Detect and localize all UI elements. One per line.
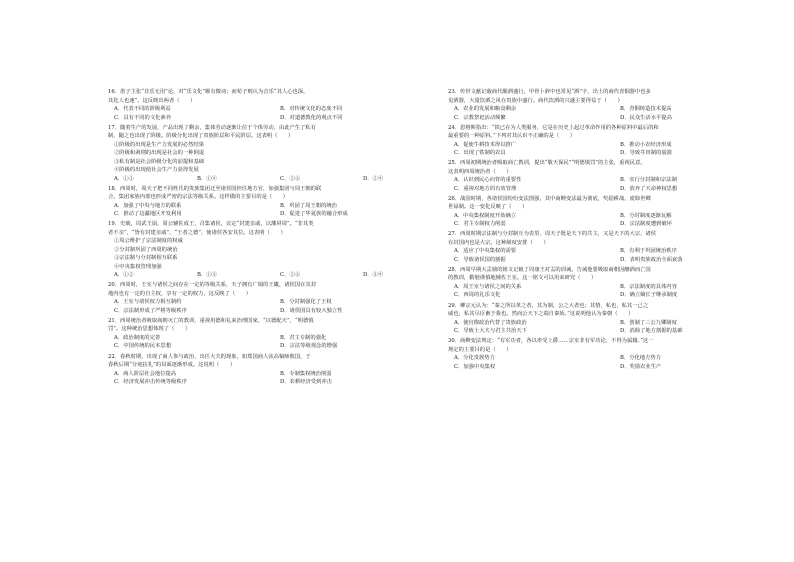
question-stem: 20．西周时，王室与诸侯之间存在一定的等级关系，天子拥有广阔的王畿，诸侯国在其封 (108, 282, 317, 289)
answer-option: B．创制了三公九卿制度 (620, 319, 677, 326)
answer-option: B．分封制度逐渐瓦解 (620, 212, 672, 219)
answer-option: A．认识到民心向背的重要性 (454, 177, 522, 184)
question-stem: 者不亲”，“皆有封建亲戚”，“王者之德”，使诸侯各安其位。这表明（ ） (108, 229, 286, 236)
answer-option: B．推动小农经济形成 (620, 141, 672, 148)
answer-options (448, 319, 780, 336)
answer-option: B．青铜铸造技术提高 (620, 106, 672, 112)
answer-option: A．农业的发展和粮食剩余 (454, 106, 517, 112)
answer-option: D．宗法制度遭到破坏 (620, 221, 672, 228)
answer-option: A．①③ (114, 175, 134, 182)
answer-option: B．巩固了周王朝的统治 (280, 202, 337, 209)
question-stem: 的教训，勤勉谨慎地辅佐王室。这一铭文可以用来研究（ ） (448, 275, 597, 282)
answer-options (448, 354, 780, 371)
question-item (108, 88, 440, 122)
answer-option: A．使官僚政治代替了贵族政治 (454, 319, 527, 326)
answer-option: C．②③ (280, 272, 300, 279)
answer-option: B．专制集权统治削弱 (280, 370, 332, 377)
answer-option: A．①② (114, 272, 134, 279)
answer-options (448, 212, 780, 229)
answer-option: C．具有不同的文化素养 (114, 114, 172, 121)
question-item (108, 353, 440, 387)
question-stem: 17．随着生产的发展，产品出现了剩余，集体劳动逐渐让位于个体劳动，由此产生了私有 (108, 124, 317, 131)
question-item (448, 88, 780, 122)
answer-option: A．促使牛耕技术得以推广 (454, 141, 517, 148)
statement-line: ①阶级的出现是生产力发展的必然结果 (114, 141, 205, 148)
answer-option: D．③④ (363, 272, 384, 279)
question-stem: 26．战国时期，各诸侯国纷纷变法图强，其中商鞅变法最为彻底，奖励耕战，废除世卿 (448, 195, 651, 202)
question-stem: 16．墨子主张“非乐无用”论，对“乐文化”颇有微词；而荀子则认为音乐“其人心也深， (108, 89, 309, 95)
answer-options (108, 334, 440, 351)
question-stem: 23．传世文献记载商代酿酒盛行，甲骨卜辞中也常见“酒”字，出土的商代青铜器中也多 (448, 89, 651, 95)
question-stem: 19．史载，周武王崩，周公辅佐成王，召集诸侯，议定“封建亲戚，以藩屏周”。“非其类 (108, 221, 314, 228)
answer-option: D．②④ (363, 175, 384, 182)
right-column (448, 88, 780, 373)
statement-line: ②阶级和剥削的出现是社会的一种倒退 (114, 150, 205, 157)
answer-options (108, 271, 440, 280)
answer-option: D．导致井田制的崩溃 (620, 150, 672, 157)
question-item (448, 337, 780, 371)
answer-option: D．促进了华夏族的融合形成 (280, 211, 348, 218)
answer-option: C．西周的礼乐文化 (454, 292, 501, 299)
statement-line: ①周公维护了宗法制度的权威 (114, 238, 183, 245)
answer-options (108, 370, 440, 387)
left-column (108, 88, 440, 388)
answer-option: D．确立嫡长子继承制度 (620, 292, 678, 299)
question-stem: 规定的主要目的是（ ） (448, 346, 512, 353)
answer-options (448, 247, 780, 264)
question-stem: 27．西周时期宗法制与分封制互为表里，周天子既是天下的共主，又是天下的大宗，诸侯 (448, 231, 657, 238)
question-stem: 22．春秋时期，出现了商人参与政治、出任大夫的现象，如郑国商人弦高犒师救国，于 (108, 353, 311, 360)
answer-option: B．分封制强化了王权 (280, 299, 332, 306)
question-stem: 最重要的一种原料。”下列对其认识不正确的是（ ） (448, 133, 576, 140)
answer-option: C．加强中央集权 (454, 363, 496, 370)
question-item (108, 220, 440, 280)
answer-option: D．民众生活水平提高 (620, 114, 672, 121)
answer-option: D．宗法等级观念的增强 (280, 343, 338, 350)
question-stem: 这表明西周统治者（ ） (448, 168, 512, 175)
question-item (108, 317, 440, 351)
answer-option: D．农耕经济受到冲击 (280, 379, 332, 386)
answer-option: B．分化地方势力 (620, 355, 661, 362)
answer-option: C．经济发展冲击传统等级秩序 (114, 379, 187, 386)
statement-line: ④中央集权管理加强 (114, 263, 162, 270)
answer-options (448, 283, 780, 300)
answer-option: B．①④ (197, 175, 217, 182)
statement-line: ②分封制巩固了西周的统治 (114, 246, 178, 253)
answer-option: D．表明贵族政治全面衰落 (620, 256, 683, 263)
answer-option: C．宗教祭祀活动频繁 (454, 114, 506, 121)
statement-line: ③私有制是社会阶级分化的前提和基础 (114, 158, 205, 165)
answer-option: C．导致士大夫与君主共治天下 (454, 328, 527, 335)
answer-option: A．加强了中央与地方的联系 (114, 202, 182, 209)
question-stem: 28．西周早期大盂鼎的铭文记载了周康王对盂的训诫，告诫他要吸取商朝因酗酒而亡国 (448, 266, 651, 273)
question-item (448, 266, 780, 300)
answer-option: A．分化贵族势力 (454, 355, 495, 362)
answer-option: B．①③ (197, 272, 217, 279)
question-stem: 在封国内也是大宗。这种制度安排（ ） (448, 239, 549, 246)
statement-line: ③宗法制与分封制相互联系 (114, 255, 178, 262)
answer-option: B．实行分封制和宗法制 (620, 177, 677, 184)
answer-option: A．王室与诸侯权力相互制约 (114, 299, 182, 306)
question-stem: 罚”。这种统治思想体现了（ ） (108, 326, 191, 333)
answer-option: C．中国传统的民本思想 (114, 343, 172, 350)
question-item (448, 230, 780, 264)
question-item (108, 281, 440, 315)
answer-option: C．出现了铁制的农具 (454, 150, 506, 157)
question-item (108, 185, 440, 219)
answer-option: B．对传统文化的态度不同 (280, 106, 343, 112)
question-item (108, 124, 440, 184)
answer-option: D．放弃了天命神权思想 (620, 185, 678, 192)
answer-option: A．适应了中央集权的需要 (454, 248, 517, 255)
question-item (448, 124, 780, 158)
question-stem: 其化人也速”。这反映出两者（ ） (108, 97, 196, 104)
answer-options (448, 105, 780, 122)
answer-options (448, 141, 780, 158)
answer-option: C．重视对地方的有效管理 (454, 185, 517, 192)
question-stem: 春秋后期“分庭抗礼”的局面逐渐形成。这说明（ ） (108, 362, 236, 369)
answer-option: B．君主专制的强化 (280, 334, 327, 341)
question-item (448, 302, 780, 336)
question-stem: 21．西周统治者吸取商朝灭亡的教训，重视用德和礼来治理国家，“以德配天”，“明德慎 (108, 317, 314, 324)
answer-option: D．诸侯国具有较大独立性 (280, 307, 343, 314)
answer-option: B．有利于巩固统治秩序 (620, 248, 677, 255)
question-stem: 25．西周初期统治者吸取商亡教训，提出“敬天保民”“明德慎罚”的主张，重视民意。 (448, 160, 646, 167)
answer-options (108, 298, 440, 315)
answer-option: A．政治制度的完善 (114, 334, 161, 341)
answer-option: C．君主专制权力削弱 (454, 221, 506, 228)
question-item (448, 159, 780, 193)
answer-option: C．导致诸侯国的割据 (454, 256, 506, 263)
question-stem: 24．恩格斯指出：“铁已在为人类服务，它是在历史上起过革命作用的各种原料中最后的和 (448, 124, 659, 131)
question-stem: 威也，私其尽臣畜于我也。然而公天下之端自秦始。”这说明他认为秦朝（ ） (448, 311, 634, 318)
answer-option: A．周王室与诸侯之间的关系 (454, 283, 522, 290)
answer-option: D．对道德教化的观点不同 (280, 114, 343, 121)
answer-option: A．代表不同的阶级利益 (114, 106, 171, 112)
question-stem: 世禄制。这一变化反映了（ ） (448, 204, 528, 211)
answer-options (108, 202, 440, 219)
answer-option: A．商人阶层社会地位提高 (114, 370, 177, 377)
answer-options (108, 175, 440, 184)
answer-option: C．推动了边疆地区开发利用 (114, 211, 182, 218)
answer-option: C．②③ (280, 175, 300, 182)
question-stem: 18．西周时，周天子把不同姓氏的贵族集团迁至诸侯国担任地方官，加强集团与周王朝的联 (108, 185, 322, 192)
answer-option: D．消除了地方割据的基础 (620, 328, 683, 335)
answer-options (448, 176, 780, 193)
question-stem: 29．柳宗元认为：“秦之所以革之者，其为制，公之大者也；其情，私也，私其一己之 (448, 302, 649, 309)
question-stem: 合，集团家族内部也形成严密的宗法等级关系。这样做的主要目的是（ ） (108, 194, 289, 201)
answer-option: A．中央集权制度开始确立 (454, 212, 517, 219)
answer-option: D．奖励农业生产 (620, 363, 662, 370)
question-item (448, 195, 780, 229)
answer-options (108, 105, 440, 122)
answer-option: C．宗法制形成了严格等级秩序 (114, 307, 187, 314)
question-stem: 地内也有一定的自主权，享有一定的权力，这反映了（ ） (108, 290, 252, 297)
question-stem: 30．商鞅变法规定：“有军功者，各以率受上爵……宗室非有军功论，不得为属籍。”这一 (448, 338, 654, 345)
answer-option: B．宗法制度的具体内容 (620, 283, 677, 290)
statement-line: ④阶级的出现使社会生产力获得发展 (114, 167, 199, 174)
question-stem: 制，随之也出现了阶级。阶级分化出现了贵族阶层和平民阶层。这表明（ ） (108, 133, 294, 140)
question-stem: 见酒器，大量饮酒之风在贵族中盛行。商代饮酒的兴盛主要得益于（ ） (448, 97, 623, 104)
